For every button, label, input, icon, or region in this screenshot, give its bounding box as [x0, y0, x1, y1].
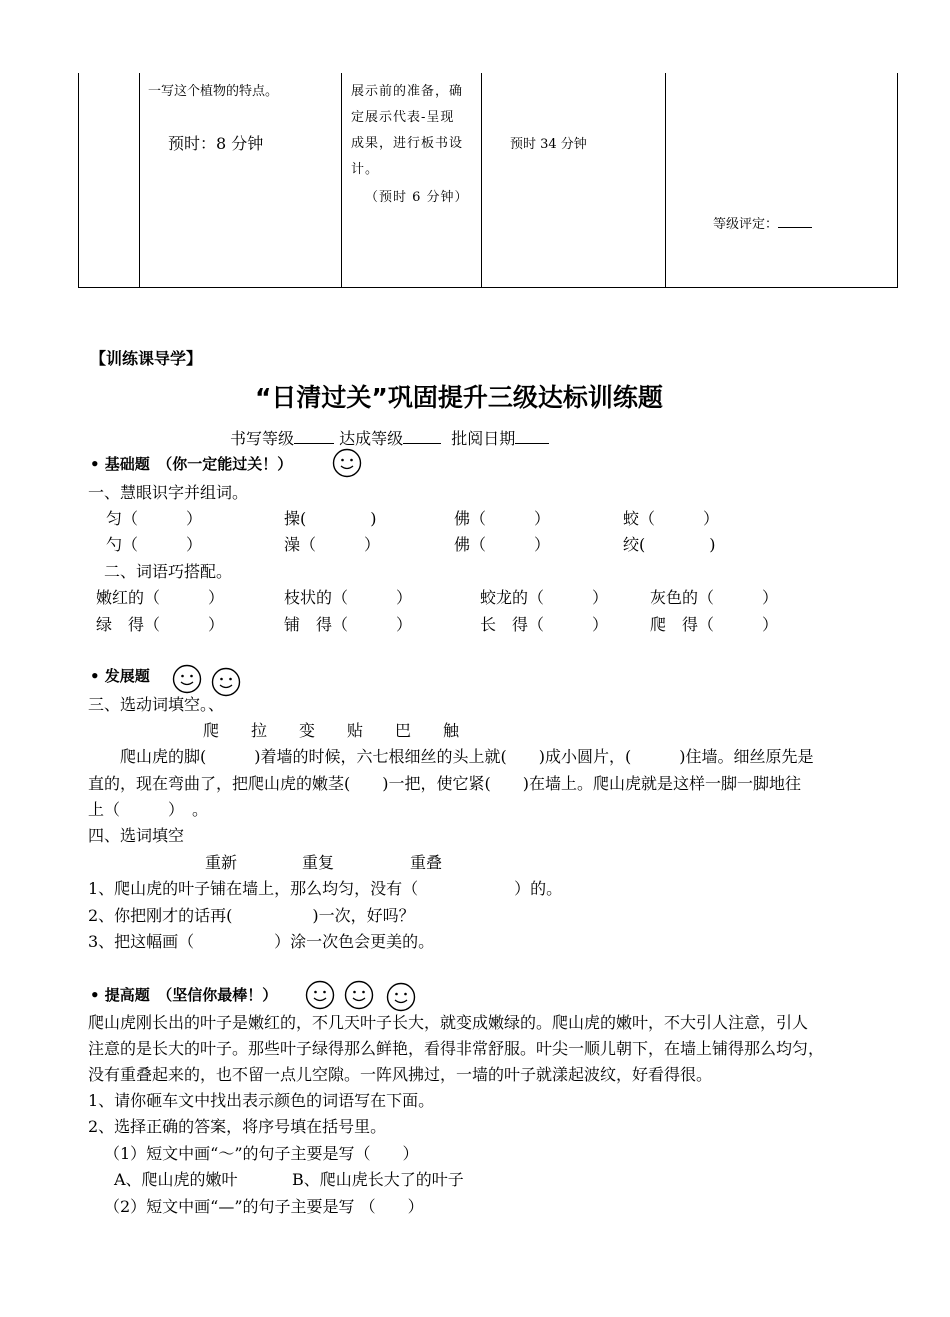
basic-heading: • 基础题 （你一定能过关！）	[90, 455, 293, 473]
reading-paragraph: 没有重叠起来的，也不留一点儿空隙。一阵风拂过，一墙的叶子就漾起波纹，好看得很。	[88, 1065, 713, 1084]
q1-item: 佛（ ）	[454, 509, 551, 528]
q2-title: 二、词语巧搭配。	[104, 562, 233, 581]
grade-blank[interactable]	[778, 227, 812, 228]
q2-item: 爬 得（ ）	[650, 615, 779, 634]
q3-paragraph: 直的，现在弯曲了，把爬山虎的嫩茎( )一把，使它紧( )在墙上。爬山虎就是这样一脚一脚地往	[88, 774, 801, 793]
q4-sentence: 2、你把刚才的话再( )一次，好吗？	[88, 906, 415, 925]
q1-title: 一、慧眼识字并组词。	[88, 483, 249, 502]
grade-evaluation	[713, 213, 812, 232]
table-cell-text: 一写这个植物的特点。	[148, 84, 279, 99]
writing-grade-blank[interactable]	[294, 443, 334, 444]
develop-heading: • 发展题	[90, 667, 150, 685]
q1-item: 匀（ ）	[106, 509, 203, 528]
reading-paragraph: 注意的是长大的叶子。那些叶子绿得那么鲜艳，看得非常舒服。叶尖一顺儿朝下，在墙上铺得那么均匀，	[88, 1039, 825, 1058]
q2-item: 长 得（ ）	[480, 615, 609, 634]
smiley-face-icon	[386, 982, 416, 1012]
advanced-subquestion: （1）短文中画“～”的句子主要是写（ ）	[104, 1144, 419, 1163]
review-date-label: 批阅日期	[451, 429, 516, 448]
option-b: B、爬山虎长大了的叶子	[292, 1170, 464, 1189]
achieve-grade-blank[interactable]	[403, 443, 441, 444]
q3-paragraph: 爬山虎的脚( )着墙的时候，六七根细丝的头上就( )成小圆片，( )住墙。细丝原先是	[120, 747, 814, 766]
q2-item: 蛟龙的（ ）	[480, 588, 609, 607]
writing-grade-label: 书写等级	[230, 429, 295, 448]
q1-item: 绞( )	[623, 535, 716, 554]
table-divider	[139, 73, 140, 287]
smiley-face-icon	[332, 448, 362, 478]
q4-word: 重叠	[410, 853, 443, 872]
smiley-face-icon	[305, 980, 335, 1010]
q1-item: 勺（ ）	[106, 535, 203, 554]
advanced-question: 1、请你砸车文中找出表示颜色的词语写在下面。	[88, 1091, 435, 1110]
q2-item: 绿 得（ ）	[96, 615, 225, 634]
page-title: “日清过关”巩固提升三级达标训练题	[255, 383, 663, 412]
section-label: 【训练课导学】	[90, 349, 203, 368]
q1-item: 蛟（ ）	[623, 509, 720, 528]
q4-word: 重新	[205, 853, 238, 872]
plan-table	[78, 73, 898, 288]
q2-item: 嫩红的（ ）	[96, 588, 225, 607]
table-cell-time: （预时 6 分钟）	[365, 190, 469, 205]
table-cell-text: 展示前的准备，确	[351, 84, 464, 99]
table-cell-text: 计。	[351, 162, 380, 177]
table-cell-time: 预时：8 分钟	[168, 134, 264, 153]
q2-item: 灰色的（ ）	[650, 588, 779, 607]
option-a: A、爬山虎的嫩叶	[114, 1170, 238, 1189]
q3-paragraph: 上（ ） 。	[88, 800, 209, 819]
q2-item: 枝状的（ ）	[284, 588, 413, 607]
smiley-face-icon	[344, 980, 374, 1010]
table-divider	[481, 73, 482, 287]
review-date-blank[interactable]	[515, 443, 549, 444]
q4-title: 四、选词填空	[88, 826, 185, 845]
q1-item: 澡（ ）	[284, 535, 381, 554]
advanced-question: 2、选择正确的答案，将序号填在括号里。	[88, 1117, 387, 1136]
q4-sentence: 3、把这幅画（ ）涂一次色会更美的。	[88, 932, 435, 951]
q4-word: 重复	[302, 853, 335, 872]
table-cell-time: 预时 34 分钟	[510, 137, 587, 152]
table-cell-text: 成果，进行板书设	[351, 136, 464, 151]
smiley-face-icon	[172, 664, 202, 694]
advanced-heading: • 提高题 （坚信你最棒！）	[90, 986, 278, 1004]
reading-paragraph: 爬山虎刚长出的叶子是嫩红的，不几天叶子长大，就变成嫩绿的。爬山虎的嫩叶，不大引人注意，引人	[88, 1013, 809, 1032]
q2-item: 铺 得（ ）	[284, 615, 413, 634]
grade-line	[230, 426, 549, 449]
table-divider	[341, 73, 342, 287]
grade-label: 等级评定：	[713, 217, 779, 232]
table-cell-text: 定展示代表-呈现	[351, 110, 455, 125]
q1-item: 佛（ ）	[454, 535, 551, 554]
q4-sentence: 1、爬山虎的叶子铺在墙上，那么均匀，没有（ ）的。	[88, 879, 563, 898]
q1-item: 操( )	[284, 509, 377, 528]
q3-word-bank: 爬 拉 变 贴 巴 触	[203, 721, 460, 740]
achieve-grade-label: 达成等级	[339, 429, 404, 448]
advanced-subquestion: （2）短文中画“—”的句子主要是写 （ ）	[104, 1197, 424, 1216]
table-divider	[665, 73, 666, 287]
q3-title: 三、选动词填空。、	[88, 695, 225, 714]
